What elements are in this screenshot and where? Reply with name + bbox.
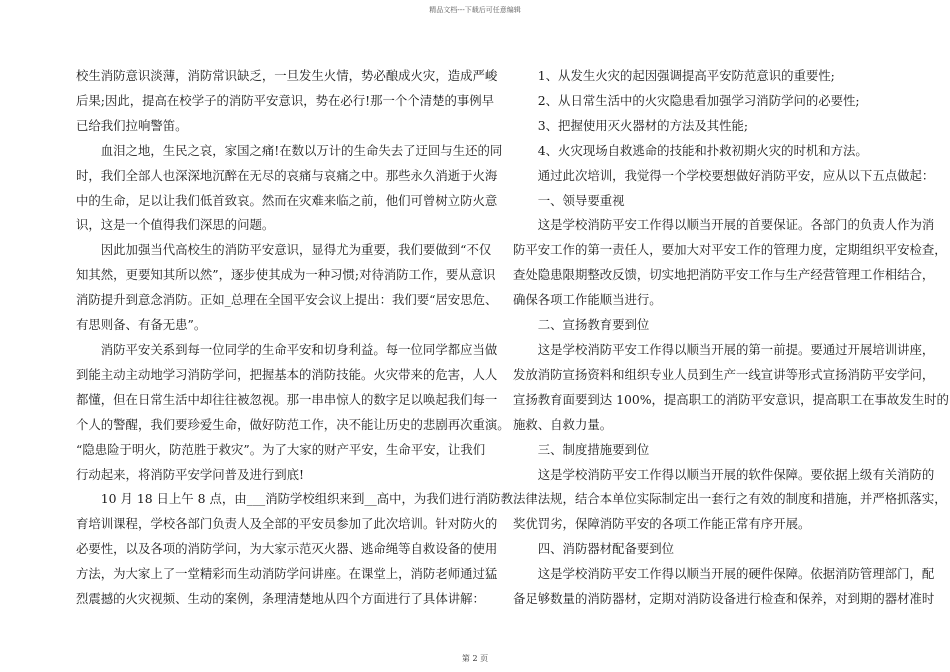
text-line: 宣扬教育面要到达 100%，提高职工的消防平安意识，提高职工在事故发生时的 [513, 391, 949, 407]
text-line: 备足够数量的消防器材，定期对消防设备进行检查和保养，对到期的器材准时 [513, 591, 935, 607]
text-line: 识，这是一个值得我们深思的问题。 [76, 217, 275, 233]
text-line: 4、火灾现场自救逃命的技能和扑救初期火灾的时机和方法。 [513, 142, 868, 158]
text-line: 这是学校消防平安工作得以顺当开展的硬件保障。依据消防管理部门，配 [513, 566, 935, 582]
text-line: “隐患险于明火，防范胜于救灾”。为了大家的财产平安，生命平安，让我们 [76, 441, 486, 457]
text-line: 后果;因此，提高在校学子的消防平安意识，势在必行!那一个个清楚的事例早 [76, 92, 495, 108]
text-line: 二、宣扬教育要到位 [513, 317, 650, 333]
text-line: 一、领导要重视 [513, 192, 625, 208]
text-line: 必要性，以及各项的消防学问，为大家示范灭火器、逃命绳等自救设备的使用 [76, 541, 498, 557]
page-header: 精品文档---下载后可任意编辑 [429, 6, 521, 14]
text-line: 四、消防器材配备要到位 [513, 541, 675, 557]
text-line: 到能主动主动地学习消防学问，把握基本的消防技能。火灾带来的危害，人人 [76, 366, 498, 382]
text-line: 有思则备、有备无患”。 [76, 317, 207, 333]
text-line: 育培训课程，学校各部门负责人及全部的平安员参加了此次培训。针对防火的 [76, 516, 498, 532]
text-line: 行动起来，将消防平安学问普及进行到底! [76, 466, 305, 482]
text-line: 1、从发生火灾的起因强调提高平安防范意识的重要性; [513, 68, 835, 83]
text-line: 已给我们拉响警笛。 [76, 117, 188, 133]
text-line: 发放消防宣扬资料和组织专业人员到生产一线宣讲等形式宣扬消防平安学问， [513, 366, 935, 382]
text-line: 因此加强当代高校生的消防平安意识，显得尤为重要，我们要做到“不仅 [76, 242, 492, 258]
text-line: 防平安工作的第一责任人，要加大对平安工作的管理力度，定期组织平安检查， [513, 242, 947, 258]
left-column [76, 64, 514, 612]
text-line: 奖优罚劣，保障消防平安的各项工作能正常有序开展。 [513, 516, 811, 532]
text-line: 确保各项工作能顺当进行。 [513, 292, 662, 308]
text-line: 都懂，但在日常生活中却往往被忽视。那一串串惊人的数字足以唤起我们每一 [76, 391, 498, 407]
text-line: 消防提升到意念消防。正如_总理在全国平安会议上提出：我们要“居安思危、 [76, 292, 498, 308]
page-number: 第 2 页 [461, 654, 489, 663]
text-line: 3、把握使用灭火器材的方法及其性能; [513, 117, 749, 133]
text-line: 校生消防意识淡薄，消防常识缺乏，一旦发生火情，势必酿成火灾，造成严峻 [76, 68, 498, 83]
text-line: 知其然，更要知其所以然”，逐步使其成为一种习惯;对待消防工作，要从意识 [76, 267, 496, 283]
text-line: 这是学校消防平安工作得以顺当开展的第一前提。要通过开展培训讲座， [513, 341, 935, 357]
text-line: 三、制度措施要到位 [513, 441, 650, 457]
text-line: 查处隐患限期整改反馈，切实地把消防平安工作与生产经营管理工作相结合， [513, 267, 935, 283]
text-line: 这是学校消防平安工作得以顺当开展的软件保障。要依据上级有关消防的 [513, 466, 935, 482]
text-line: 时，我们全部人也深深地沉醉在无尽的哀痛与哀痛之中。那些永久消逝于火海 [76, 167, 498, 183]
text-line: 2、从日常生活中的火灾隐患看加强学习消防学问的必要性; [513, 92, 860, 108]
text-line: 血泪之地，生民之哀，家国之痛!在数以万计的生命失去了迂回与生还的同 [76, 142, 503, 158]
text-line: 烈震撼的火灾视频、生动的案例，条理清楚地从四个方面进行了具体讲解： [76, 591, 485, 607]
text-line: 方法，为大家上了一堂精彩而生动消防学问讲座。在课堂上，消防老师通过猛 [76, 566, 498, 582]
text-line: 个人的警醒，我们要珍爱生命，做好防范工作，决不能让历史的悲剧再次重演。 [76, 416, 510, 432]
right-column [513, 64, 949, 612]
text-line: 中的生命，足以让我们低首致哀。然而在灾难来临之前，他们可曾树立防火意 [76, 192, 498, 208]
text-line: 施救、自救力量。 [513, 416, 613, 432]
text-line: 法律法规，结合本单位实际制定出一套行之有效的制度和措施，并严格抓落实， [513, 491, 947, 507]
text-line: 这是学校消防平安工作得以顺当开展的首要保证。各部门的负责人作为消 [513, 217, 935, 233]
text-line: 通过此次培训，我觉得一个学校要想做好消防平安，应从以下五点做起： [513, 167, 935, 183]
text-line: 消防平安关系到每一位同学的生命平安和切身利益。每一位同学都应当做 [76, 341, 498, 357]
text-line: 10 月 18 日上午 8 点，由___消防学校组织来到__高中，为我们进行消防教 [76, 491, 514, 507]
